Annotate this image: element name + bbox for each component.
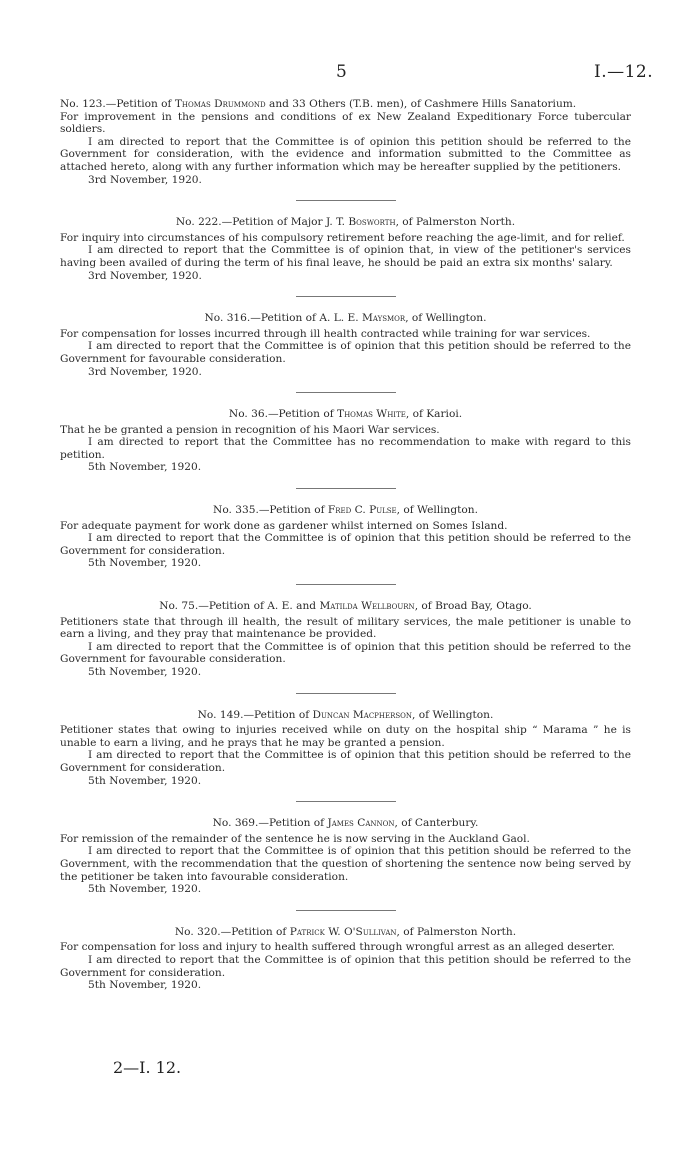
section-divider [296,296,396,297]
petition-date: 3rd November, 1920. [88,365,202,378]
petition-entry [60,600,631,679]
petition-subject: Petitioners state that through ill health, the result of military services, the male petitioner is unable to earn a living, and they pray that maintenance be provided. [60,615,631,641]
petition-subject: Petitioner states that owing to injuries received while on duty on the hospital ship “ Marama ” he is unable to earn a living, and he prays that he may be granted a pension. [60,724,631,749]
committee-report: I am directed to report that the Committee is of opinion this petition should be referred to the Government for consideration, with the evidence and information submitted to the Committee as attached hereto, along with any further information which may be hereafter supplied by the petitioners. [60,135,631,173]
petition-subject: For compensation for loss and injury to health suffered through wrongful arrest as an alleged deserter. [60,941,615,954]
document-reference: I.—12. [594,62,654,82]
petition-entry [60,312,631,378]
petition-heading: No. 222.—Petition of Major J. T. Bosworth, of Palmerston North. [175,216,516,229]
petition-entry [60,408,631,474]
petition-date: 3rd November, 1920. [88,173,202,186]
committee-report: I am directed to report that the Committee is of opinion that this petition should be referred to the Government for consideration. [60,532,631,557]
footer-reference: 2—I. 12. [113,1058,182,1077]
committee-report: I am directed to report that the Committee is of opinion that, in view of the petitioner's services having been availed of during the term of his final leave, he should be paid an extra six months' salary. [60,244,631,269]
petition-entry [60,504,631,570]
petition-heading: No. 75.—Petition of A. E. and Matilda Wellbourn, of Broad Bay, Otago. [159,600,532,613]
committee-report: I am directed to report that the Committee is of opinion that this petition should be referred to the Government, with the recommendation that the question of shortening the sentence now being served by the petitioner be taken into favourable consideration. [60,845,631,883]
petitions-list [60,98,631,992]
petition-date: 5th November, 1920. [88,461,202,474]
section-divider [296,801,396,802]
committee-report: I am directed to report that the Committee is of opinion that this petition should be referred to the Government for favourable consideration. [60,640,631,666]
page-number: 5 [336,62,347,82]
section-divider [296,200,396,201]
committee-report: I am directed to report that the Committee is of opinion that this petition should be referred to the Government for consideration. [60,953,631,979]
committee-report: I am directed to report that the Committee is of opinion that this petition should be referred to the Government for favourable consideration. [60,340,631,365]
petition-entry [60,216,631,282]
petition-subject: That he be granted a pension in recognition of his Maori War services. [60,423,440,436]
petition-subject: For compensation for losses incurred through ill health contracted while training for war services. [60,327,591,340]
petition-heading: No. 36.—Petition of Thomas White, of Karioi. [228,408,463,421]
petition-heading: No. 369.—Petition of James Cannon, of Canterbury. [212,817,479,830]
petition-date: 5th November, 1920. [88,557,202,570]
committee-report: I am directed to report that the Committee is of opinion that this petition should be referred to the Government for consideration. [60,749,631,774]
petition-date: 5th November, 1920. [88,774,202,787]
committee-report: I am directed to report that the Committee has no recommendation to make with regard to this petition. [60,436,631,461]
petition-heading: No. 335.—Petition of Fred C. Pulse, of Wellington. [213,504,478,517]
petition-heading: No. 123.—Petition of Thomas Drummond and 33 Others (T.B. men), of Cashmere Hills Sanatorium. [60,98,577,110]
petition-date: 5th November, 1920. [88,666,202,678]
petition-subject: For adequate payment for work done as gardener whilst interned on Somes Island. [60,519,508,532]
petition-date: 3rd November, 1920. [88,269,202,282]
petition-entry [60,98,631,186]
petition-date: 5th November, 1920. [88,883,202,896]
section-divider [296,584,396,585]
petition-subject: For improvement in the pensions and conditions of ex New Zealand Expeditionary Force tubercular soldiers. [60,110,631,136]
section-divider [296,910,396,911]
petition-heading: No. 320.—Petition of Patrick W. O'Sullivan, of Palmerston North. [174,925,517,938]
petition-subject: For inquiry into circumstances of his compulsory retirement before reaching the age-limit, and for relief. [60,231,625,244]
petition-heading: No. 316.—Petition of A. L. E. Maysmor, of Wellington. [204,312,487,325]
section-divider [296,488,396,489]
section-divider [296,693,396,694]
petition-subject: For remission of the remainder of the sentence he is now serving in the Auckland Gaol. [60,832,530,845]
petition-date: 5th November, 1920. [88,979,202,992]
petition-heading: No. 149.—Petition of Duncan Macpherson, of Wellington. [197,708,494,721]
petition-entry [60,817,631,896]
petition-entry [60,926,631,992]
petition-entry [60,709,631,788]
section-divider [296,392,396,393]
